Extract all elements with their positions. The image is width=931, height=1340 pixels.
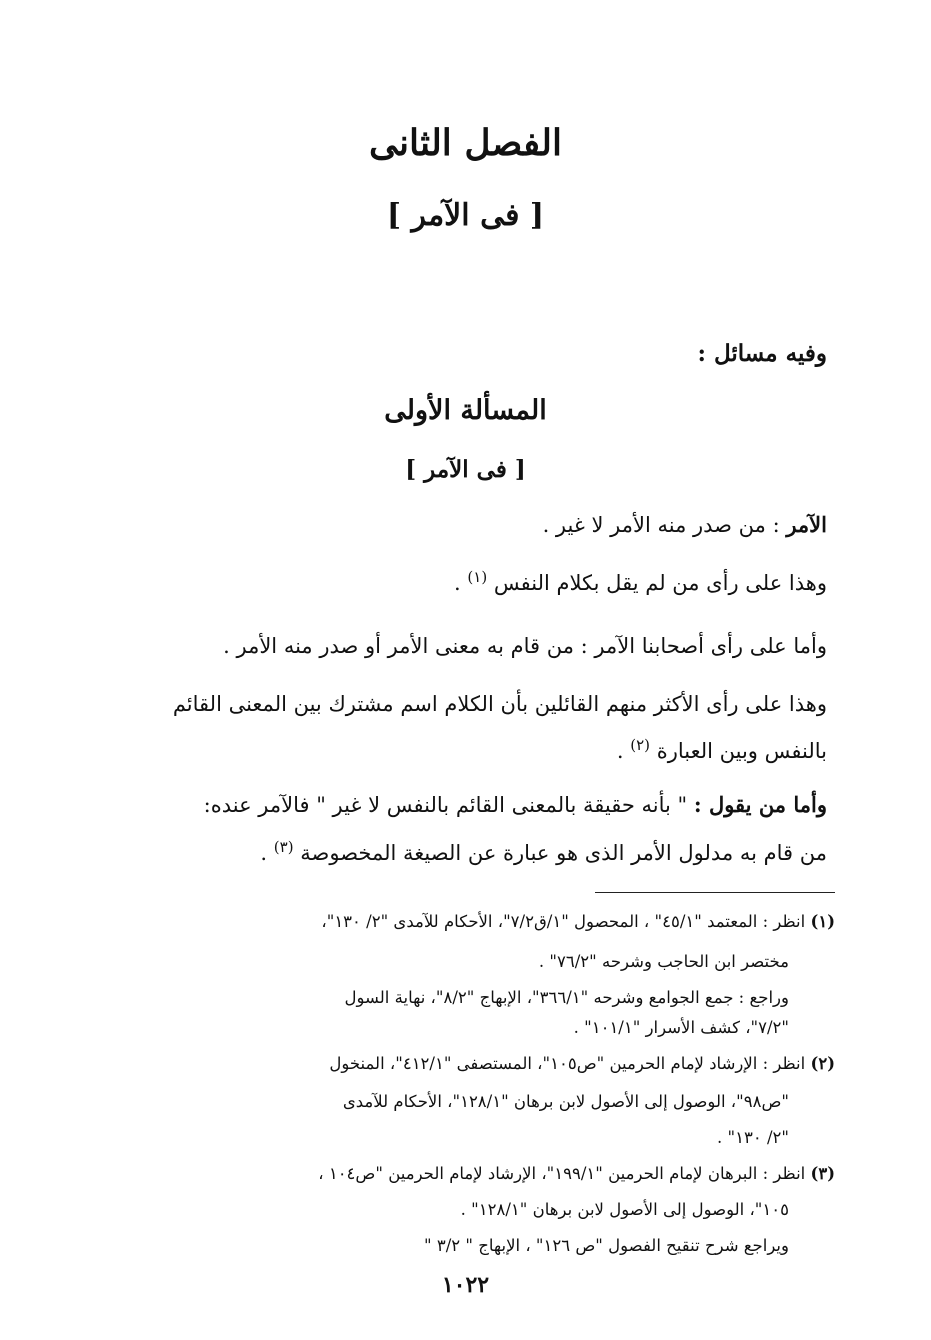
paragraph-2-end: . — [454, 571, 461, 595]
footnote-ref-2: (٢) — [630, 736, 651, 754]
paragraph-4-line-2 — [617, 736, 827, 763]
paragraph-5-lead: وأما من يقول : — [693, 792, 827, 817]
footnote-2-number: (٢) — [810, 1054, 835, 1073]
paragraph-4-text: بالنفس وبين العبارة — [656, 739, 827, 763]
footnote-1-line-1 — [321, 914, 835, 931]
issue-subtitle: [ فى الآمر ] — [405, 456, 526, 483]
paragraph-3: وأما على رأى أصحابنا الآمر : من قام به معنى الأمر أو صدر منه الأمر . — [223, 634, 827, 658]
paragraph-1 — [543, 512, 827, 537]
footnote-1-text: انظر : المعتمد "٤٥/١" ، المحصول "١/ق٧/٢"، الأحكام للآمدى "٢/ ١٣٠"، — [321, 912, 806, 931]
footnote-3-number: (٣) — [810, 1164, 835, 1183]
footnote-ref-3: (٣) — [273, 838, 294, 856]
paragraph-5-end: . — [260, 841, 268, 865]
footnote-2-line-1 — [329, 1056, 835, 1073]
paragraph-2 — [454, 568, 827, 595]
paragraph-5-text-2: من قام به مدلول الأمر الذى هو عبارة عن الصيغة المخصوصة — [300, 841, 827, 865]
footnote-2-text: انظر : الإرشاد لإمام الحرمين "ص١٠٥"، المستصفى "٤١٢/١"، المنخول — [329, 1054, 806, 1073]
footnote-3-line-2: ١٠٥"، الوصول إلى الأصول لابن برهان "١٢٨/١" . — [460, 1200, 789, 1219]
footnote-2-line-2: "ص٩٨"، الوصول إلى الأصول لابن برهان "١٢٨/١"، الأحكام للآمدى — [342, 1092, 789, 1111]
footnote-1-number: (١) — [810, 912, 835, 931]
paragraph-1-lead: الآمر — [786, 512, 827, 537]
paragraph-2-text: وهذا على رأى من لم يقل بكلام النفس — [493, 571, 827, 595]
paragraph-5-line-2 — [260, 838, 827, 865]
footnote-3-line-3: ويراجع شرح تنقيح الفصول "ص ١٢٦" ، الإبهاج " ٣/٢ " — [424, 1236, 789, 1255]
footnote-separator — [595, 892, 835, 893]
paragraph-1-text: : من صدر منه الأمر لا غير . — [542, 513, 780, 537]
footnote-ref-1: (١) — [467, 568, 488, 586]
footnote-1-line-2: مختصر ابن الحاجب وشرحه "٧٦/٢" . — [538, 952, 789, 971]
footnote-3-line-1 — [318, 1166, 835, 1183]
paragraph-5-text: " بأنه حقيقة بالمعنى القائم بالنفس لا غير " فالآمر عنده: — [203, 793, 688, 817]
paragraph-4-end: . — [616, 739, 624, 763]
intro-heading: وفيه مسائل : — [697, 340, 827, 367]
page-number: ١٠٢٢ — [441, 1272, 490, 1298]
paragraph-5-line-1 — [204, 792, 827, 817]
footnote-2-line-3: "٢/ ١٣٠" . — [717, 1128, 789, 1147]
chapter-title: الفصل الثانى — [368, 122, 563, 164]
footnote-1-line-3: وراجع : جمع الجوامع وشرحه "٣٦٦/١"، الإبهاج "٨/٢"، نهاية السول — [344, 988, 789, 1007]
footnote-3-text: انظر : البرهان لإمام الحرمين "١٩٩/١"، الإرشاد لإمام الحرمين "ص١٠٤ ، — [318, 1164, 806, 1183]
chapter-subtitle: [ فى الآمر ] — [386, 198, 545, 233]
footnote-1-line-4: "٧/٢"، كشف الأسرار "١٠١/١" . — [573, 1018, 789, 1037]
paragraph-4-line-1: وهذا على رأى الأكثر منهم القائلين بأن الكلام اسم مشترك بين المعنى القائم — [172, 692, 827, 716]
issue-title: المسألة الأولى — [384, 395, 547, 426]
